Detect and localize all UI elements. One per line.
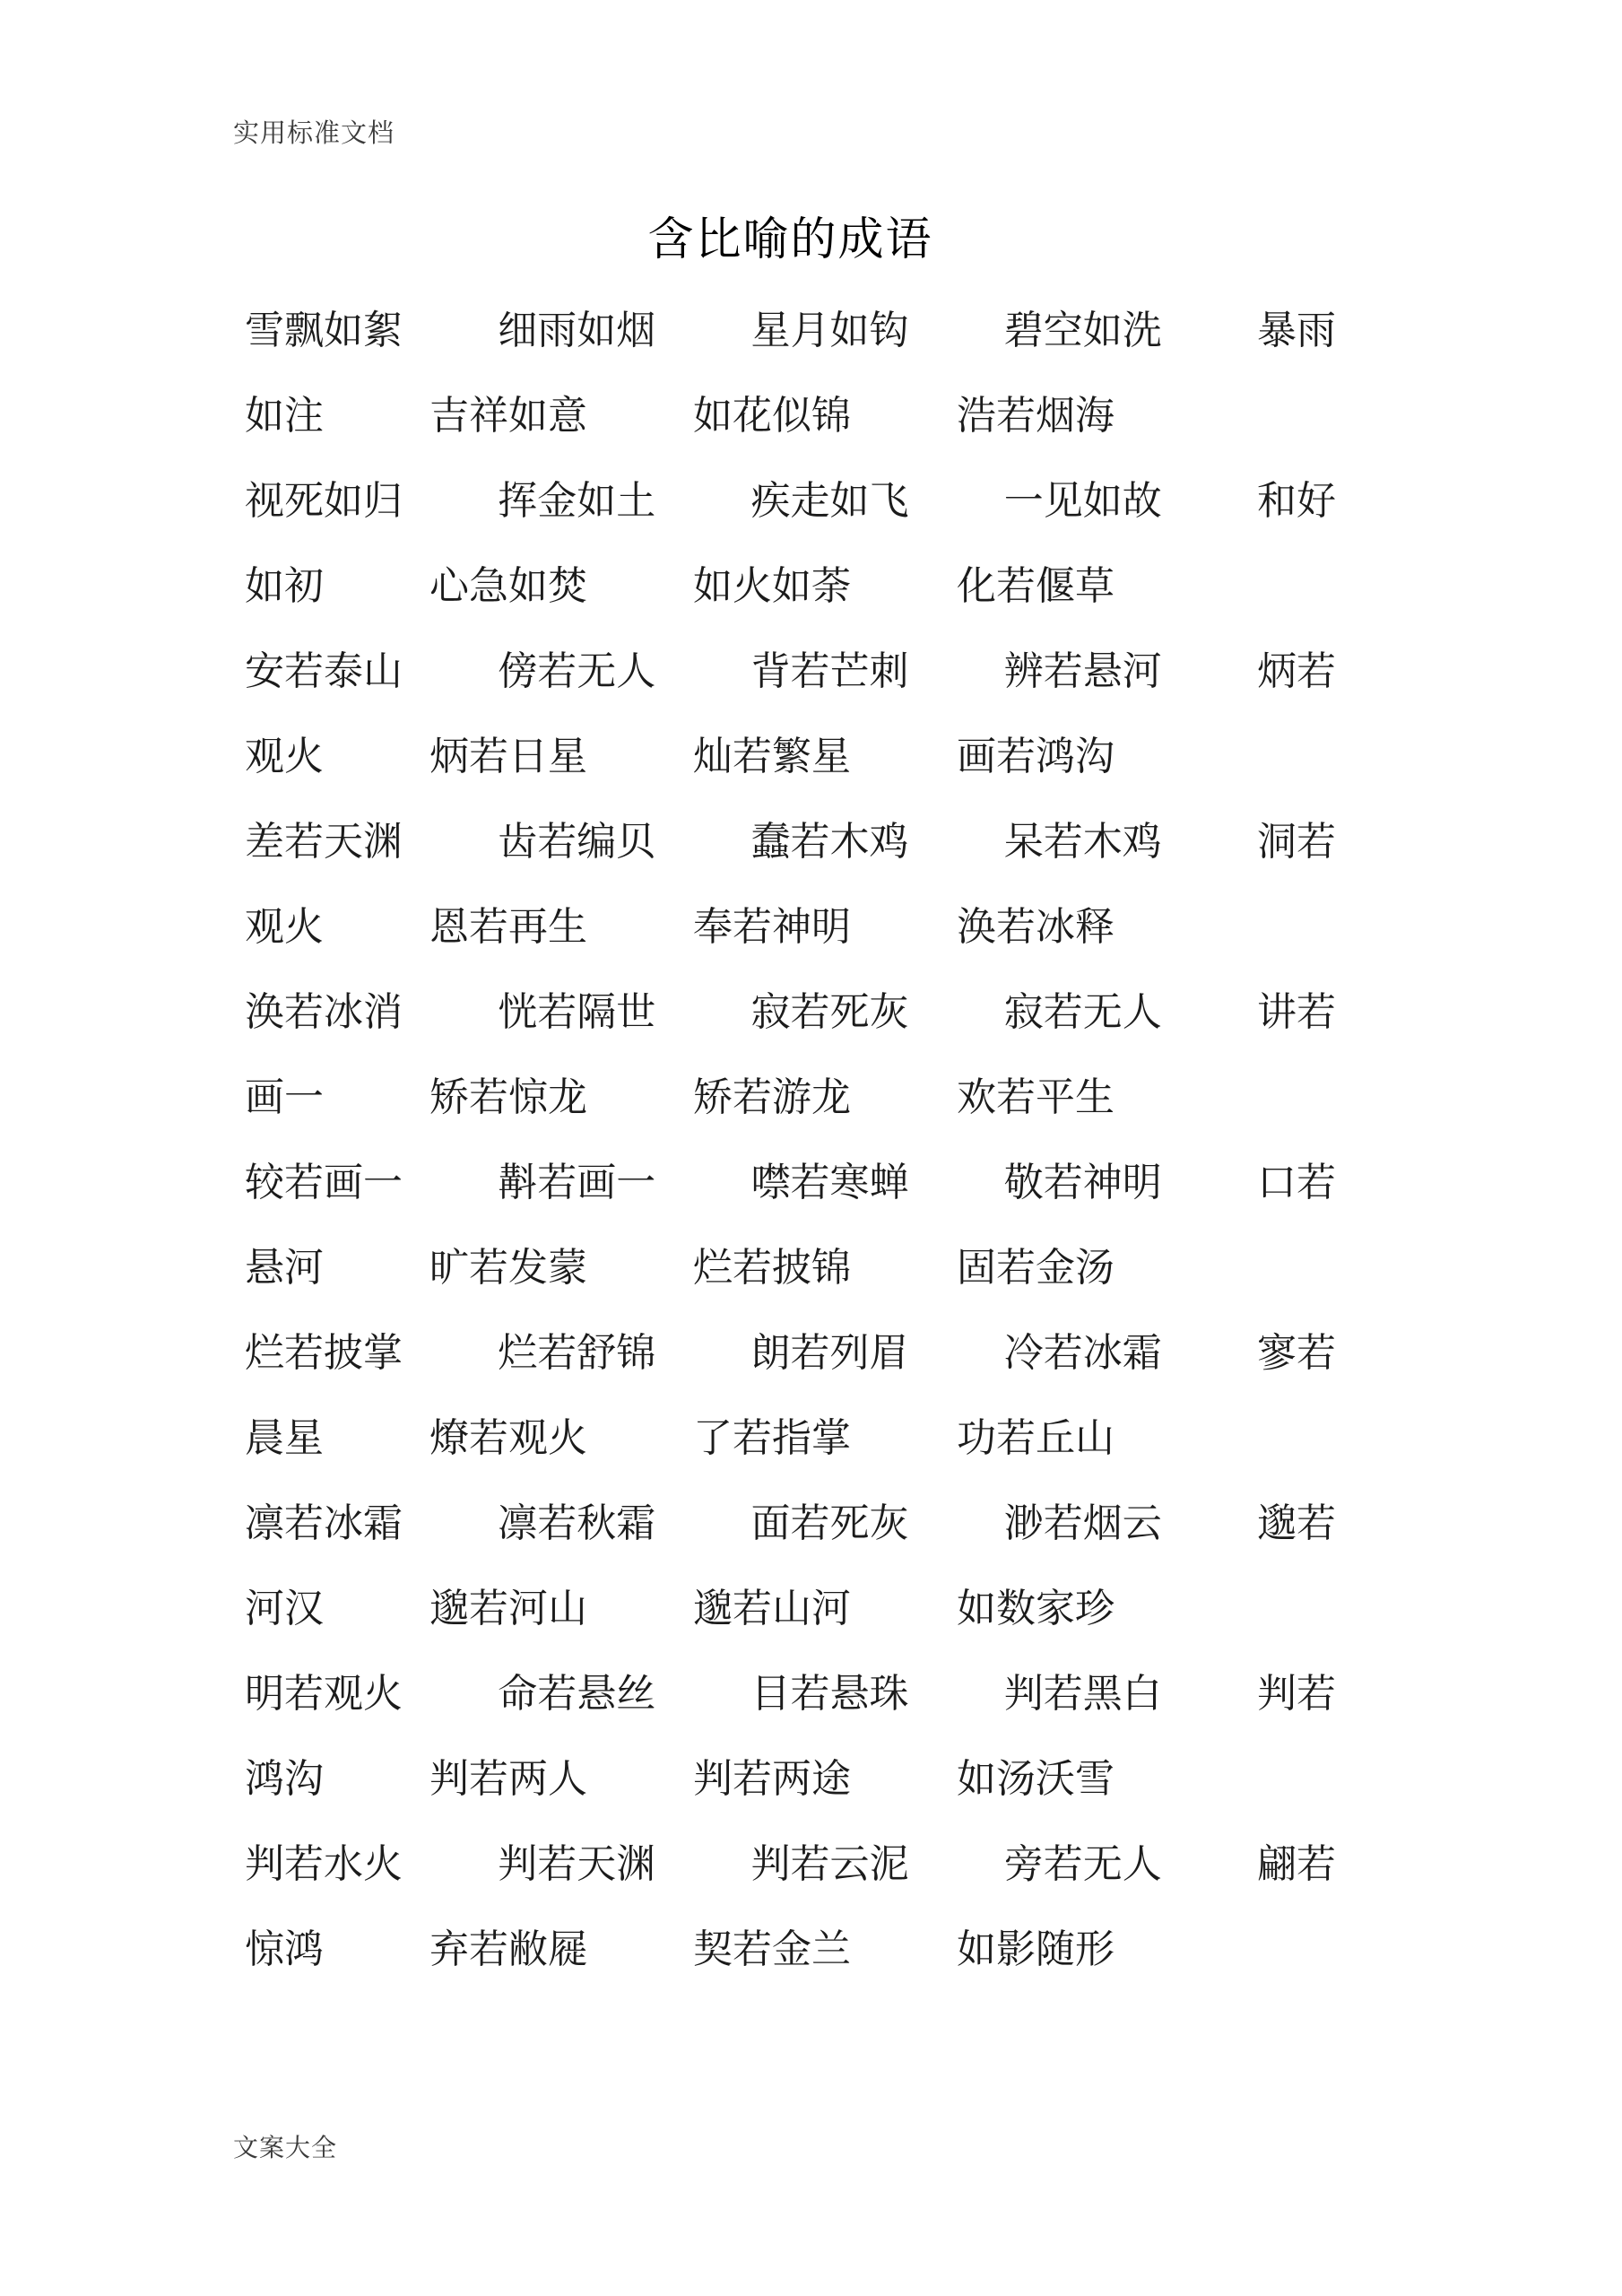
idiom-text: 炳若日星 (429, 735, 587, 778)
idiom-text: 矫若惊龙 (429, 1075, 587, 1119)
idiom-text: 朗若列眉 (750, 1331, 909, 1375)
idiom-text: 判若两人 (429, 1757, 587, 1801)
idiom-text: 敬若神明 (1003, 1161, 1162, 1205)
idiom-text: 判若天渊 (498, 1842, 656, 1886)
idiom-text: 一见如故 (1003, 479, 1162, 523)
idiom-text: 邈若 (1257, 1501, 1336, 1545)
idiom-line (245, 1327, 1336, 1379)
idiom-text: 齿若编贝 (498, 820, 656, 864)
idiom-line (245, 561, 1336, 613)
idiom-text: 暴雨 (1257, 309, 1336, 352)
idiom-text: 翩若 (1257, 1842, 1336, 1886)
idiom-text: 弃若敝屣 (429, 1927, 587, 1971)
idiom-text: 星月如钩 (750, 309, 909, 352)
idiom-line (245, 987, 1336, 1039)
idiom-text: 邈若山河 (693, 1587, 851, 1631)
idiom-text: 傍若无人 (498, 649, 656, 693)
idiom-text: 判若 (1257, 1672, 1336, 1716)
idiom-text: 晨星 (245, 1416, 324, 1460)
idiom-text: 冷若冰霜 (1003, 1331, 1162, 1375)
idiom-text: 差若天渊 (245, 820, 403, 864)
idiom-line (245, 1072, 1336, 1124)
idiom-text: 欢若平生 (957, 1075, 1115, 1119)
idiom-text: 观火 (245, 735, 324, 778)
idiom-text: 涣若冰消 (245, 990, 403, 1034)
idiom-text: 炳若 (1257, 649, 1336, 693)
idiom-text: 如火如荼 (693, 564, 851, 608)
idiom-text: 如花似锦 (693, 394, 851, 438)
idiom-text: 寥若 (1257, 1331, 1336, 1375)
idiom-text: 邈若河山 (429, 1587, 587, 1631)
idiom-text: 面若死灰 (750, 1501, 909, 1545)
idiom-text: 画一 (245, 1075, 324, 1119)
idiom-line (245, 1583, 1336, 1635)
idiom-line (245, 1242, 1336, 1294)
idiom-text: 凛若冰霜 (245, 1501, 403, 1545)
idiom-line (245, 646, 1336, 698)
idiom-text: 讲若 (1257, 990, 1336, 1034)
idiom-text: 判若黑白 (1003, 1672, 1162, 1716)
idiom-line (245, 1924, 1336, 1976)
idiom-line (245, 1839, 1336, 1891)
idiom-text: 判若两途 (693, 1757, 851, 1801)
document-header-text: 实用标准文档 (233, 119, 395, 148)
idiom-line (245, 1668, 1336, 1720)
idiom-text: 背若芒刺 (750, 649, 909, 693)
idiom-text: 如影随形 (957, 1927, 1115, 1971)
idiom-text: 寂若无人 (1003, 990, 1162, 1034)
idiom-text: 吉祥如意 (429, 394, 587, 438)
idiom-text: 烂若披掌 (245, 1331, 403, 1375)
idiom-text: 判若水火 (245, 1842, 403, 1886)
idiom-text: 蠢若木鸡 (750, 820, 909, 864)
document-footer-text: 文案大全 (233, 2135, 338, 2162)
idiom-text: 固若金汤 (957, 1246, 1115, 1290)
idiom-line (245, 475, 1336, 527)
idiom-text: 洞若 (1257, 820, 1336, 864)
idiom-text: 命若悬丝 (498, 1672, 656, 1716)
idiom-text: 化若偃草 (957, 564, 1115, 608)
idiom-text: 和好 (1257, 479, 1336, 523)
idiom-text: 惊鸿 (245, 1927, 324, 1971)
idiom-text: 如初 (245, 564, 324, 608)
idiom-text: 噤若寒蝉 (750, 1161, 909, 1205)
idiom-text: 寂若死灰 (750, 990, 909, 1034)
idiom-text: 视死如归 (245, 479, 403, 523)
idiom-text: 如汤沃雪 (957, 1757, 1115, 1801)
idiom-line (245, 731, 1336, 783)
page-title: 含比喻的成语 (647, 215, 933, 265)
idiom-text: 旷若发蒙 (429, 1246, 587, 1290)
idiom-text: 悬河 (245, 1246, 324, 1290)
idiom-text: 了若指掌 (693, 1416, 851, 1460)
idiom-text: 恍若隔世 (498, 990, 656, 1034)
idiom-text: 功若丘山 (957, 1416, 1115, 1460)
idiom-text: 契若金兰 (693, 1927, 851, 1971)
idiom-text: 安若泰山 (245, 649, 403, 693)
idiom-text: 细雨如烟 (498, 309, 656, 352)
idiom-line (245, 1498, 1336, 1550)
idiom-line (245, 1157, 1336, 1209)
idiom-text: 观火 (245, 905, 324, 949)
idiom-line (245, 816, 1336, 868)
idiom-line (245, 901, 1336, 953)
idiom-text: 凛若秋霜 (498, 1501, 656, 1545)
idiom-text: 如注 (245, 394, 324, 438)
idiom-line (245, 1753, 1336, 1805)
idiom-text: 涣若冰释 (957, 905, 1115, 949)
idiom-text: 鸿沟 (245, 1757, 324, 1801)
idiom-line (245, 305, 1336, 357)
idiom-text: 挥金如土 (498, 479, 656, 523)
idiom-text: 呆若木鸡 (1003, 820, 1162, 864)
idiom-text: 辨若悬河 (1003, 649, 1162, 693)
idiom-text: 目若悬珠 (750, 1672, 909, 1716)
idiom-text: 燎若观火 (429, 1416, 587, 1460)
idiom-text: 恩若再生 (429, 905, 587, 949)
idiom-line (245, 1413, 1336, 1465)
idiom-text: 奉若神明 (693, 905, 851, 949)
idiom-text: 烂若披锦 (693, 1246, 851, 1290)
idiom-text: 碧空如洗 (1003, 309, 1162, 352)
idiom-line (245, 390, 1336, 442)
idiom-text: 疾走如飞 (750, 479, 909, 523)
idiom-text: 旁若无人 (1003, 1842, 1162, 1886)
idiom-text: 如数家珍 (957, 1587, 1115, 1631)
idiom-text: 判若云泥 (750, 1842, 909, 1886)
idiom-text: 口若 (1257, 1161, 1336, 1205)
idiom-text: 画若鸿沟 (957, 735, 1115, 778)
idiom-text: 雪飘如絮 (245, 309, 403, 352)
idiom-text: 较若画一 (245, 1161, 403, 1205)
idiom-text: 灿若繁星 (693, 735, 851, 778)
idiom-text: 矫若游龙 (693, 1075, 851, 1119)
idiom-text: 河汉 (245, 1587, 324, 1631)
idiom-text: 渺若烟云 (1003, 1501, 1162, 1545)
idiom-text: 烂若舒锦 (498, 1331, 656, 1375)
idiom-text: 浩若烟海 (957, 394, 1115, 438)
idiom-text: 心急如焚 (429, 564, 587, 608)
idiom-text: 明若观火 (245, 1672, 403, 1716)
idiom-text: 斠若画一 (498, 1161, 656, 1205)
